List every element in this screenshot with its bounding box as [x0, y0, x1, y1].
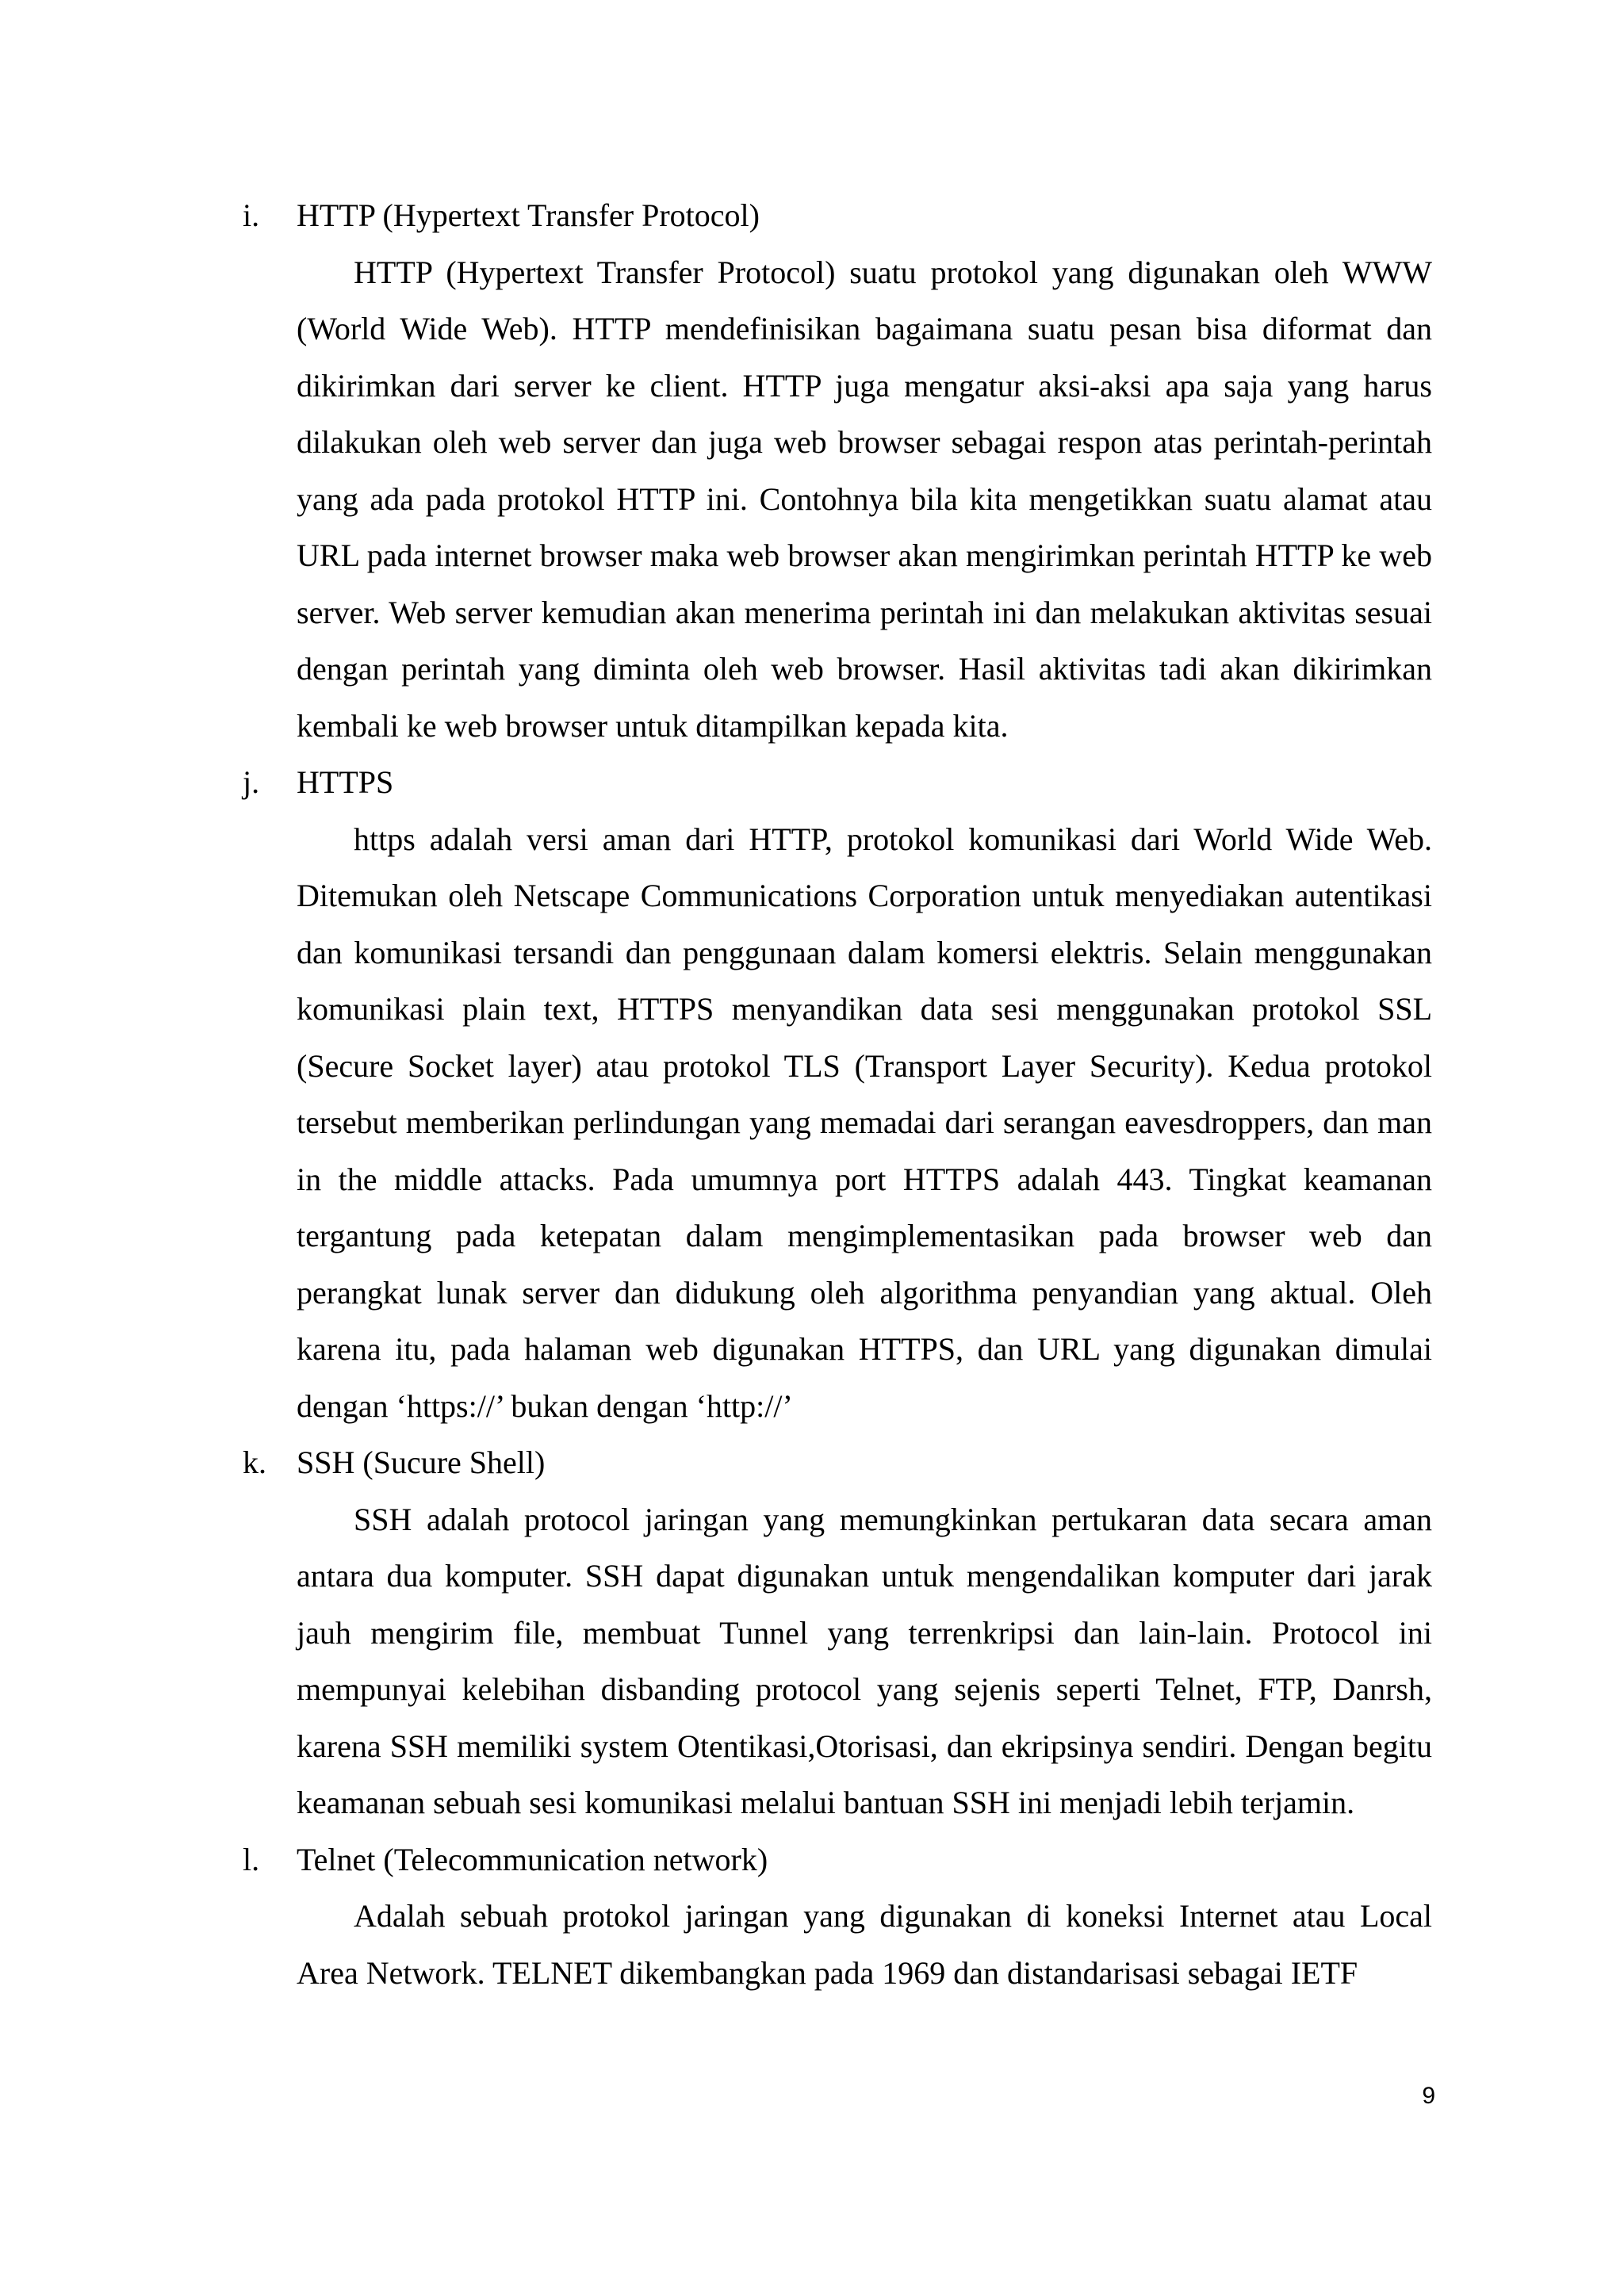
section-heading-row [243, 1434, 1432, 1491]
list-marker: k. [243, 1445, 266, 1480]
list-marker: j. [243, 764, 260, 800]
section-heading-row [243, 187, 1432, 244]
list-item-https [243, 754, 1432, 1434]
section-heading-row [243, 754, 1432, 811]
section-paragraph: HTTP (Hypertext Transfer Protocol) suatu protokol yang digunakan oleh WWW (World Wide Web). HTTP mendefinisikan bagaimana suatu pesan bisa diformat dan dikirimkan dari server ke client. HTTP juga mengatur aksi-aksi apa saja yang harus dilakukan oleh web server dan juga web browser sebagai respon atas perintah-perintah yang ada pada protokol HTTP ini. Contohnya bila kita mengetikkan suatu alamat atau URL pada internet browser maka web browser akan mengirimkan perintah HTTP ke web server. Web server kemudian akan menerima perintah ini dan melakukan aktivitas sesuai dengan perintah yang diminta oleh web browser. Hasil aktivitas tadi akan dikirimkan kembali ke web browser untuk ditampilkan kepada kita. [297, 254, 1432, 744]
section-heading: Telnet (Telecommunication network) [297, 1841, 768, 1877]
section-heading: HTTP (Hypertext Transfer Protocol) [297, 197, 760, 233]
section-heading: HTTPS [297, 764, 394, 800]
list-marker: i. [243, 197, 260, 233]
list-marker: l. [243, 1841, 260, 1877]
section-paragraph: SSH adalah protocol jaringan yang memungkinkan pertukaran data secara aman antara dua komputer. SSH dapat digunakan untuk mengendalikan komputer dari jarak jauh mengirim file, membuat Tunnel yang terrenkripsi dan lain-lain. Protocol ini mempunyai kelebihan disbanding protocol yang sejenis seperti Telnet, FTP, Danrsh, karena SSH memiliki system Otentikasi,Otorisasi, dan ekripsinya sendiri. Dengan begitu keamanan sebuah sesi komunikasi melalui bantuan SSH ini menjadi lebih terjamin. [297, 1501, 1432, 1820]
section-heading-row [243, 1831, 1432, 1888]
list-item-ssh [243, 1434, 1432, 1831]
page-number: 9 [1422, 2083, 1435, 2109]
section-heading: SSH (Sucure Shell) [297, 1445, 546, 1480]
section-paragraph: https adalah versi aman dari HTTP, protokol komunikasi dari World Wide Web. Ditemukan oleh Netscape Communications Corporation untuk menyediakan autentikasi dan komunikasi tersandi dan penggunaan dalam komersi elektris. Selain menggunakan komunikasi plain text, HTTPS menyandikan data sesi menggunakan protokol SSL (Secure Socket layer) atau protokol TLS (Transport Layer Security). Kedua protokol tersebut memberikan perlindungan yang memadai dari serangan eavesdroppers, dan man in the middle attacks. Pada umumnya port HTTPS adalah 443. Tingkat keamanan tergantung pada ketepatan dalam mengimplementasikan pada browser web dan perangkat lunak server dan didukung oleh algorithma penyandian yang aktual. Oleh karena itu, pada halaman web digunakan HTTPS, dan URL yang digunakan dimulai dengan ‘https://’ bukan dengan ‘http://’ [297, 821, 1432, 1424]
page-content [243, 187, 1432, 2001]
list-item-telnet [243, 1831, 1432, 2002]
list-item-http [243, 187, 1432, 754]
section-paragraph: Adalah sebuah protokol jaringan yang digunakan di koneksi Internet atau Local Area Network. TELNET dikembangkan pada 1969 dan distandarisasi sebagai IETF [297, 1898, 1432, 1991]
